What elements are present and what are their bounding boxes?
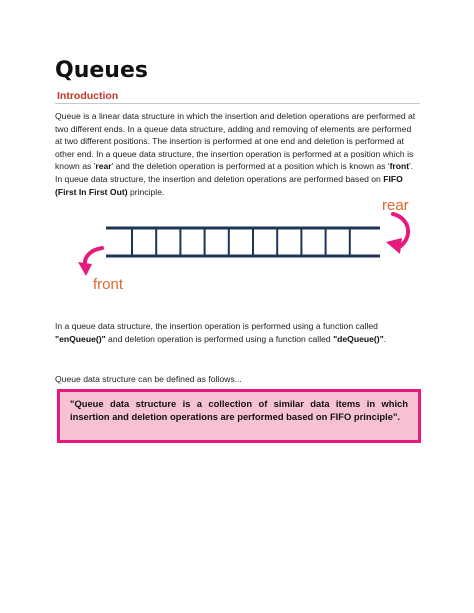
rear-label: rear <box>382 197 409 214</box>
ops-text: In a queue data structure, the insertion operation is performed using a function called <box>55 321 378 331</box>
front-arrowhead-icon <box>78 262 92 276</box>
front-label: front <box>93 276 124 293</box>
definition-box <box>57 389 421 443</box>
intro-text: '. In queue data structure, the insertion and deletion operations are performed based on <box>55 161 414 184</box>
ops-text: and deletion operation is performed using a function called <box>105 333 334 344</box>
intro-text: Queue is a linear data structure in which the insertion and deletion operations are performed at two different ends. In a queue data structure, adding and removing of elements are performed at two different positions. The insertion is performed at one end and deletion is performed at other end. In a queue data structure, the insertion operation is performed at a position which is known as ' <box>55 111 416 172</box>
section-title: Introduction <box>57 90 119 102</box>
rear-arrowhead-icon <box>386 238 402 254</box>
operations-paragraph <box>55 320 420 345</box>
front-term: front <box>389 161 410 172</box>
queue-diagram <box>0 190 474 300</box>
fifo-term: FIFO (First In First Out) <box>55 173 403 197</box>
section-header <box>55 90 420 104</box>
page-title: Queues <box>55 58 148 83</box>
definition-text: "Queue data structure is a collection of similar data items in which insertion and deletion operations are performed based on FIFO principle". <box>70 398 408 422</box>
intro-text: ' and the deletion operation is performed at a position which is known as ' <box>111 161 390 172</box>
rear-term: rear <box>95 161 112 172</box>
intro-paragraph <box>55 110 420 198</box>
queue-cells <box>106 228 380 256</box>
enqueue-term: "enQueue()" <box>55 333 106 344</box>
dequeue-term: "deQueue()" <box>333 333 384 344</box>
definition-lead: Queue data structure can be defined as follows... <box>55 374 242 384</box>
ops-text: . <box>383 333 387 344</box>
intro-text: principle. <box>127 186 165 197</box>
